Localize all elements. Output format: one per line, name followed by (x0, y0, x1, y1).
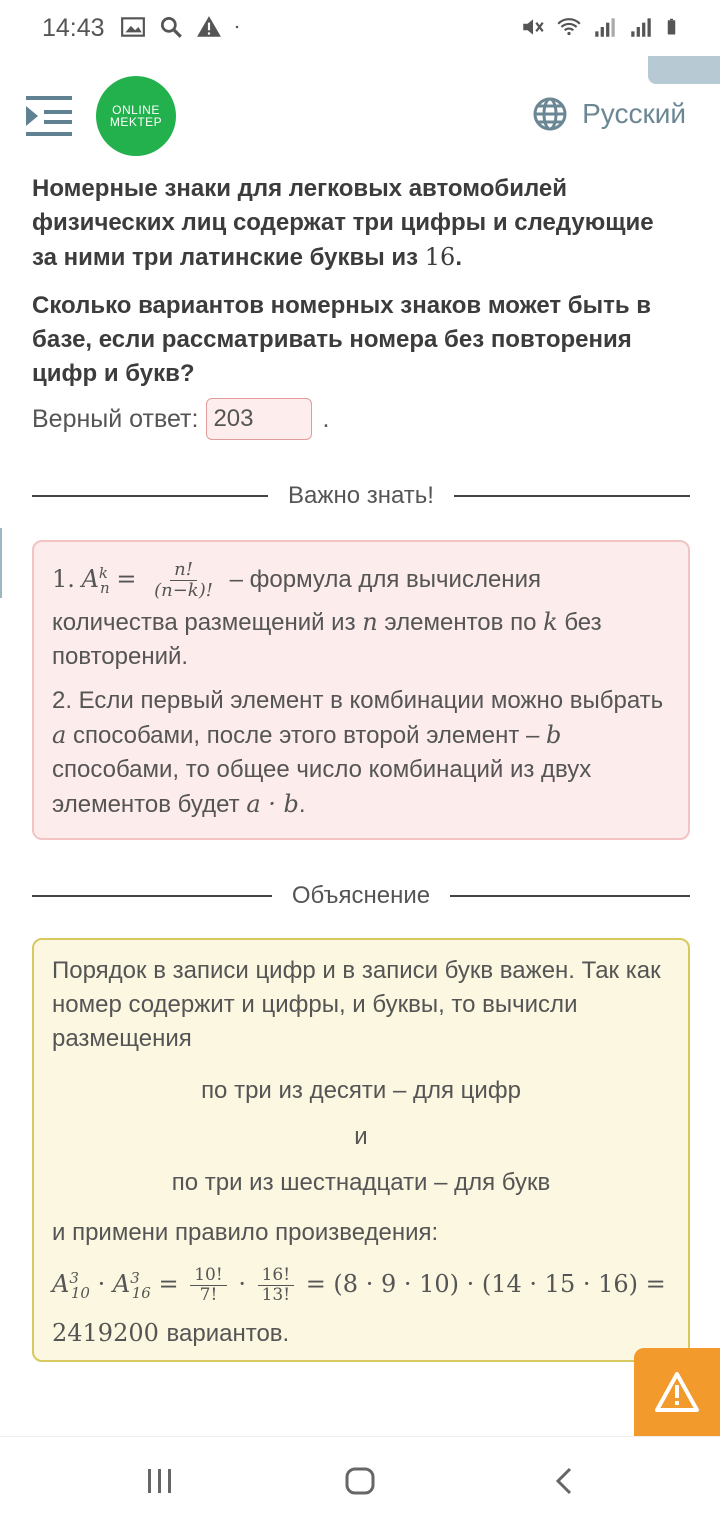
explanation-line-letters: по три из шестнадцати – для букв (171, 1169, 551, 1196)
formula-fraction: $\frac{n!}{(n-k)!}$ (154, 559, 213, 602)
signal-icon (592, 14, 618, 40)
explanation-paragraph-1: Порядок в записи цифр и в записи букв важен. Так как номер содержит и цифры, и буквы, то вычисли размещения (52, 957, 661, 1052)
question-paragraph-2: Сколько вариантов номерных знаков может быть в базе, если рассматривать номера без повторения цифр и букв? (32, 292, 652, 387)
navigation-bar (0, 1436, 720, 1521)
signal2-icon (628, 14, 654, 40)
divider-line (32, 495, 268, 497)
explanation-box (32, 938, 690, 1362)
explanation-line-digits: по три из десяти – для цифр (201, 1077, 521, 1104)
divider-line (454, 495, 690, 497)
dot-icon (234, 14, 246, 40)
result-value: 2419200 (52, 1318, 159, 1347)
app-bar (0, 74, 720, 164)
answer-dot: . (322, 404, 330, 433)
logo-line1: ONLINE (112, 103, 160, 117)
mute-icon (520, 14, 546, 40)
battery-icon (664, 14, 682, 40)
menu-icon (26, 94, 72, 138)
important-header: Важно знать! (288, 482, 434, 509)
important-divider (32, 482, 690, 510)
explanation-divider (32, 882, 690, 910)
status-right-icons (520, 14, 682, 40)
back-button[interactable] (544, 1463, 584, 1499)
question-text (32, 172, 682, 405)
logo[interactable] (96, 76, 176, 156)
side-marker (0, 528, 2, 598)
question-number: 16 (424, 243, 456, 271)
explanation-header: Объяснение (291, 882, 431, 909)
report-button[interactable] (634, 1348, 720, 1436)
language-selector[interactable] (532, 96, 686, 132)
globe-icon (532, 96, 568, 132)
answer-input[interactable]: 203 (206, 398, 312, 440)
gallery-icon (120, 14, 146, 40)
divider-line (32, 895, 272, 897)
explanation-paragraph-2: и примени правило произведения: (52, 1219, 439, 1246)
warning-icon (654, 1371, 700, 1413)
divider-line (450, 895, 690, 897)
important-box (32, 540, 690, 840)
status-time: 14:43 (42, 14, 105, 42)
recent-apps-icon (145, 1467, 175, 1495)
home-icon (344, 1466, 376, 1496)
question-paragraph-1: Номерные знаки для легковых автомобилей физических лиц содержат три цифры и следующие за ними три латинские буквы из 16. (32, 175, 654, 271)
status-bar (0, 0, 720, 56)
menu-button[interactable] (26, 94, 72, 138)
answer-label: Верный ответ: (32, 404, 199, 433)
important-item-1: 1. $A^k_n$ = $\frac{n!}{(n-k)!}$ – формула для вычисления количества размещений из n элементов по k без повторений. (52, 559, 602, 670)
formula-arrangement: $A^k_n$ (81, 564, 110, 597)
wifi-icon (556, 14, 582, 40)
back-icon (552, 1466, 576, 1496)
language-label: Русский (582, 98, 686, 129)
answer-row (32, 398, 329, 440)
status-left-icons (120, 14, 246, 40)
alert-icon (196, 14, 222, 40)
important-item-2: 2. Если первый элемент в комбинации можно выбрать a способами, после этого второй элемент – b способами, то общее число комбинаций из двух элементов будет a · b. (52, 686, 664, 818)
explanation-line-and: и (354, 1123, 368, 1150)
recent-apps-button[interactable] (140, 1463, 180, 1499)
search-icon (158, 14, 184, 40)
home-button[interactable] (340, 1463, 380, 1499)
logo-line2: MEKTEP (109, 115, 163, 129)
explanation-formula: $A^3_{10} \cdot A^3_{16}$ = $\frac{10!}{7!}$ · $\frac{16!}{13!}$ = (8 · 9 · 10) · (14 · 15 · 16) = 2419200 вариантов. (52, 1265, 666, 1347)
result-word: вариантов. (166, 1319, 290, 1347)
